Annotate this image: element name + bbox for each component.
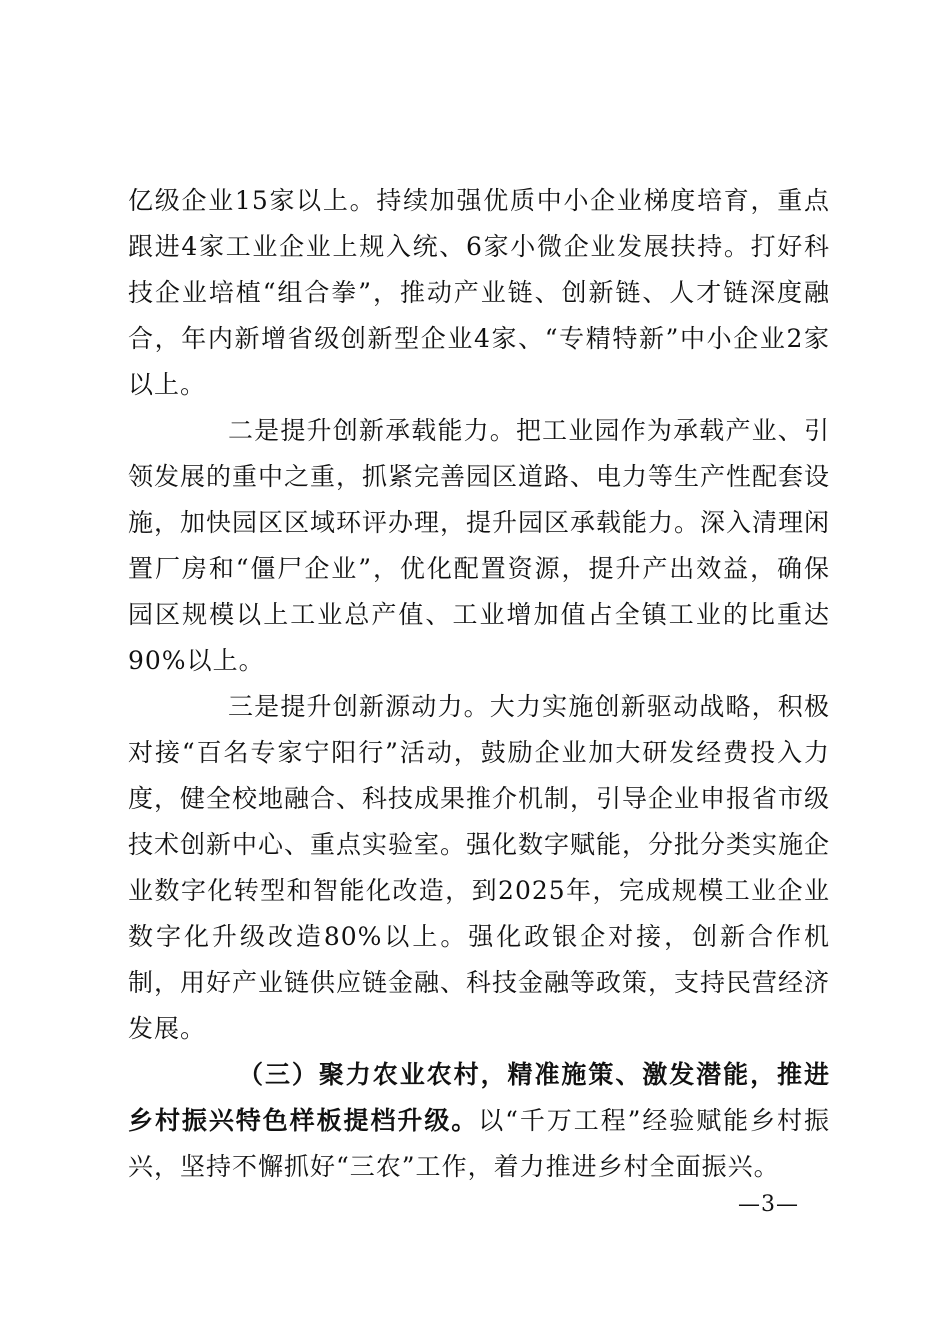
body-text — [128, 178, 830, 1190]
page-number: —3— — [738, 1192, 799, 1217]
paragraph-rural-revitalization — [128, 1052, 830, 1190]
paragraph-enterprise-cultivation: 亿级企业15家以上。持续加强优质中小企业梯度培育，重点跟进4家工业企业上规入统、6家小微企业发展扶持。打好科技企业培植“组合拳”，推动产业链、创新链、人才链深度融合，年内新增省级创新型企业4家、“专精特新”中小企业2家以上。 — [128, 186, 830, 399]
paragraph-innovation-source: 三是提升创新源动力。大力实施创新驱动战略，积极对接“百名专家宁阳行”活动，鼓励企业加大研发经费投入力度，健全校地融合、科技成果推介机制，引导企业申报省市级技术创新中心、重点实验室。强化数字赋能，分批分类实施企业数字化转型和智能化改造，到2025年，完成规模工业企业数字化升级改造80%以上。强化政银企对接，创新合作机制，用好产业链供应链金融、科技金融等政策，支持民营经济发展。 — [128, 692, 831, 1043]
section-heading-body: 以“千万工程”经验赋能乡村振兴，坚持不懈抓好“三农”工作，着力推进乡村全面振兴。 — [128, 1106, 830, 1181]
section-heading: （三）聚力农业农村，精准施策、激发潜能，推进乡村振兴特色样板提档升级。 — [128, 1060, 830, 1135]
paragraph-innovation-capacity: 二是提升创新承载能力。把工业园作为承载产业、引领发展的重中之重，抓紧完善园区道路、电力等生产性配套设施，加快园区区域环评办理，提升园区承载能力。深入清理闲置厂房和“僵尸企业”，优化配置资源，提升产出效益，确保园区规模以上工业总产值、工业增加值占全镇工业的比重达90%以上。 — [128, 416, 831, 675]
